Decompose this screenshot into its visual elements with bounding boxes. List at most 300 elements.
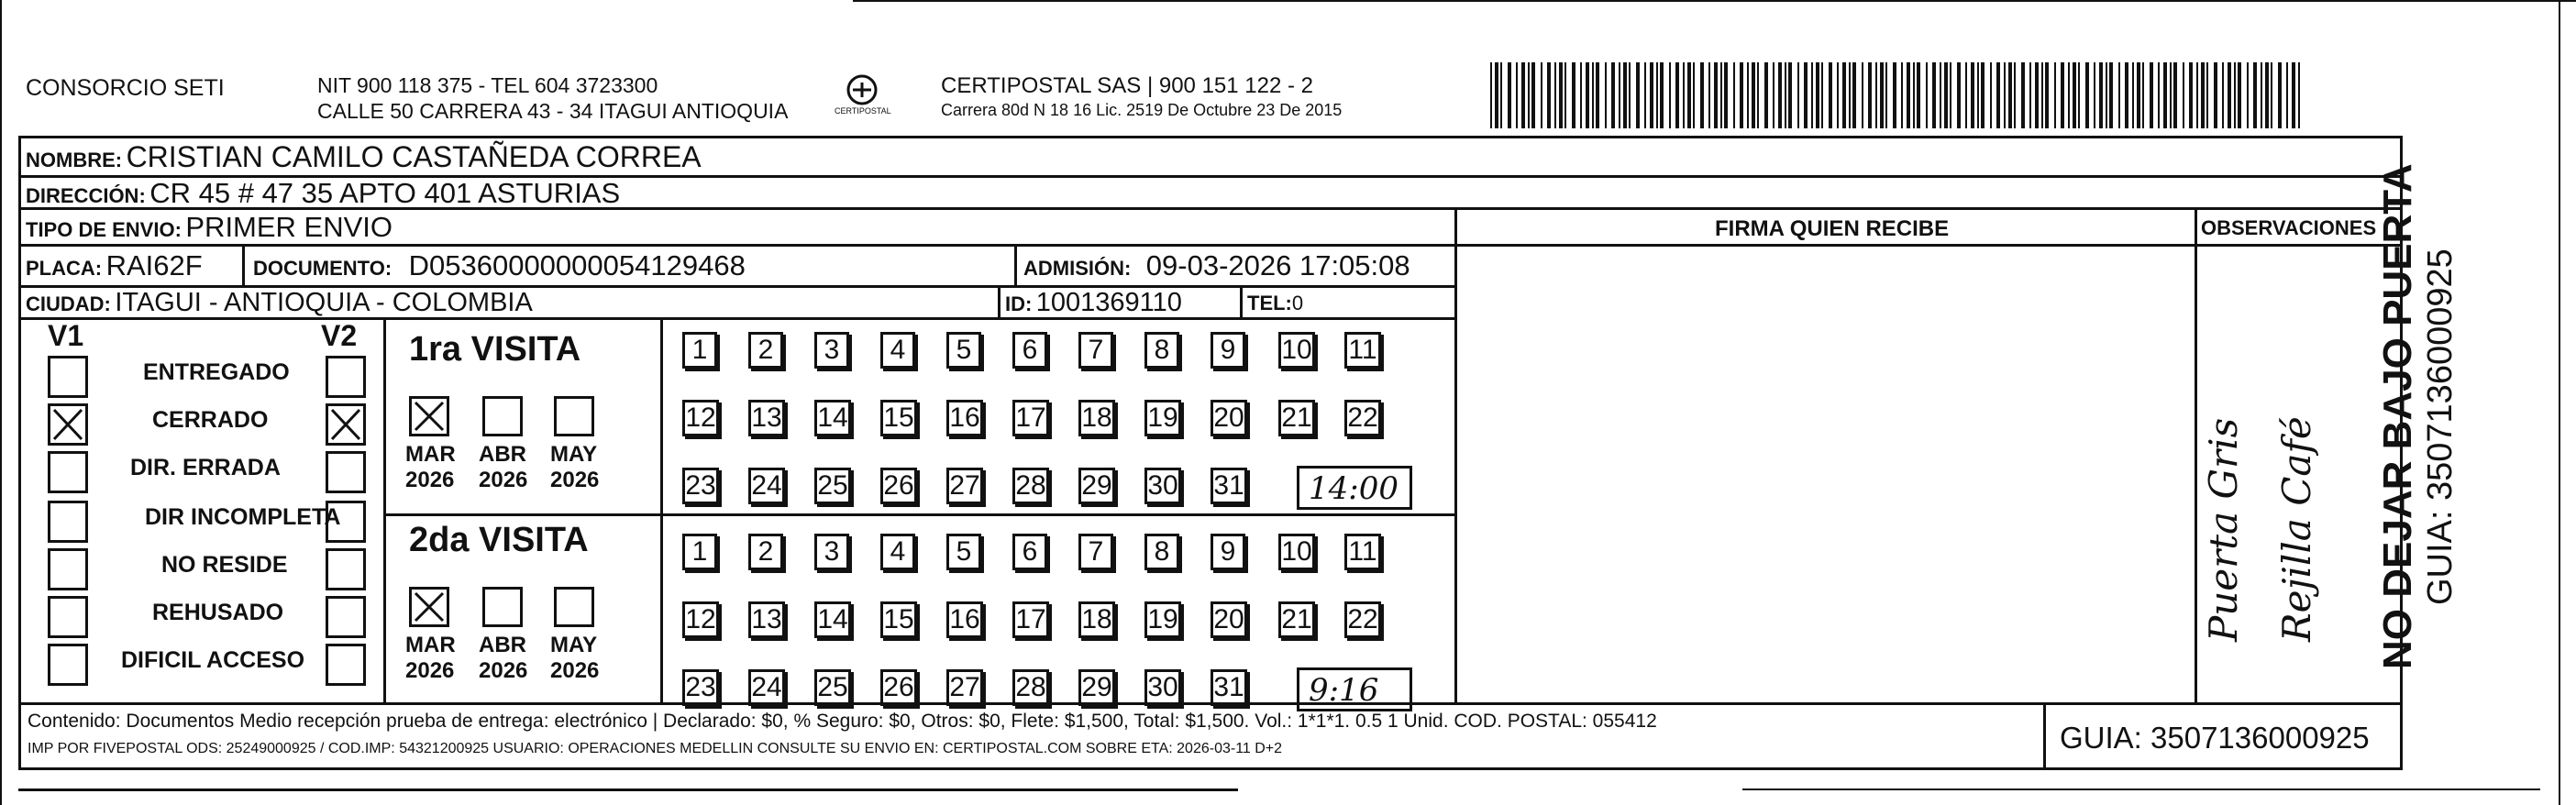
- barcode-bar: [1977, 62, 1979, 128]
- year-label: 2026: [550, 468, 600, 492]
- v1-header: V1: [48, 319, 84, 352]
- tipo-label: TIPO DE ENVIO:: [26, 218, 182, 241]
- address-line: CALLE 50 CARRERA 43 - 34 ITAGUI ANTIOQUIA: [317, 99, 789, 123]
- barcode-bar: [1554, 62, 1556, 128]
- barcode-bar: [1811, 62, 1813, 128]
- day-box[interactable]: 12: [682, 601, 719, 638]
- admision-label: ADMISIÓN:: [1023, 257, 1132, 280]
- barcode-bar: [1490, 62, 1492, 128]
- barcode-bar: [2286, 62, 2288, 128]
- day-box[interactable]: 8: [1144, 332, 1179, 369]
- placa-field: [26, 249, 203, 282]
- barcode-bar: [2035, 62, 2039, 128]
- barcode-bar: [2247, 62, 2249, 128]
- barcode-bar: [2021, 62, 2025, 128]
- tipo-value: PRIMER ENVIO: [185, 211, 393, 243]
- barcode-bar: [2137, 62, 2140, 128]
- id-field: [1005, 288, 1182, 318]
- barcode-bar: [1714, 62, 1718, 128]
- barcode-bar: [1572, 62, 1575, 128]
- day-box[interactable]: 3: [814, 332, 849, 369]
- day-box[interactable]: 1: [682, 534, 717, 570]
- month-label: MAY: [550, 442, 598, 467]
- barcode-bar: [1885, 62, 1887, 128]
- day-box[interactable]: 6: [1012, 534, 1047, 570]
- month-checkbox[interactable]: [482, 587, 523, 627]
- day-box[interactable]: 22: [1344, 400, 1381, 436]
- barcode-bar: [2196, 62, 2198, 128]
- day-box[interactable]: 21: [1278, 400, 1315, 436]
- barcode-bar: [1733, 62, 1735, 128]
- month-checkbox[interactable]: [554, 396, 594, 436]
- barcode-bar: [1740, 62, 1743, 128]
- documento-value: D05360000000054129468: [408, 249, 746, 281]
- day-box[interactable]: 28: [1012, 669, 1049, 706]
- barcode-bar: [1913, 62, 1915, 128]
- barcode-bar: [2150, 62, 2153, 128]
- observaciones-handwriting-1: Puerta Gris: [2201, 417, 2246, 642]
- barcode-bar: [2234, 62, 2236, 128]
- barcode-bar: [1636, 62, 1640, 128]
- barcode-bar: [1901, 62, 1903, 128]
- day-box[interactable]: 31: [1211, 468, 1247, 504]
- barcode-bar: [2061, 62, 2064, 128]
- day-box[interactable]: 11: [1344, 534, 1381, 570]
- barcode-bar: [2068, 62, 2070, 128]
- barcode-bar: [1849, 62, 1851, 128]
- nombre-value: CRISTIAN CAMILO CASTAÑEDA CORREA: [126, 140, 702, 173]
- barcode-bar: [2238, 62, 2241, 128]
- direccion-value: CR 45 # 47 35 APTO 401 ASTURIAS: [149, 177, 621, 209]
- ciudad-label: CIUDAD:: [26, 292, 111, 315]
- year-label: 2026: [405, 658, 455, 683]
- hand-time: 14:00: [1309, 470, 1399, 507]
- status-label: REHUSADO: [152, 600, 284, 625]
- barcode-bar: [2163, 62, 2167, 128]
- barcode-bar: [2189, 62, 2193, 128]
- day-box[interactable]: 27: [946, 669, 983, 706]
- admision-field: [1023, 249, 1410, 282]
- day-box[interactable]: 14: [814, 601, 851, 638]
- barcode-bar: [1971, 62, 1974, 128]
- direccion-label: DIRECCIÓN:: [26, 184, 146, 207]
- barcode-bar: [2073, 62, 2076, 128]
- barcode-bar: [1804, 62, 1808, 128]
- day-box[interactable]: 12: [682, 400, 719, 436]
- barcode-bar: [1837, 62, 1839, 128]
- obs-left-divider: [2195, 207, 2197, 702]
- barcode-bar: [1500, 62, 1502, 128]
- day-box[interactable]: 16: [946, 601, 983, 638]
- day-box[interactable]: 20: [1211, 601, 1247, 638]
- barcode-bar: [1619, 62, 1620, 128]
- barcode-bar: [1720, 62, 1722, 128]
- barcode-bar: [1752, 62, 1755, 128]
- month-checkbox[interactable]: [482, 396, 523, 436]
- footer-imp: IMP POR FIVEPOSTAL ODS: 25249000925 / COD.IMP: 54321200925 USUARIO: OPERACIONES MEDELLIN CONSULTE SU ENVIO EN: CERTIPOSTAL.COM SOBRE ETA: 2026-03-11 D+2: [28, 741, 1283, 756]
- day-box[interactable]: 13: [748, 601, 785, 638]
- nombre-row: [26, 140, 702, 174]
- month-checkbox[interactable]: [409, 396, 449, 436]
- v2-checkbox[interactable]: [326, 451, 366, 493]
- day-box[interactable]: 1: [682, 332, 717, 369]
- barcode-bar: [1644, 62, 1646, 128]
- barcode-bar: [1611, 62, 1615, 128]
- admision-value: 09-03-2026 17:05:08: [1145, 249, 1410, 281]
- barcode-bar: [2142, 62, 2144, 128]
- tel-field: [1247, 292, 1303, 315]
- v1-checkbox[interactable]: [48, 501, 88, 543]
- v1-checkbox[interactable]: [48, 644, 88, 686]
- barcode-bar: [1981, 62, 1985, 128]
- day-box[interactable]: 19: [1144, 400, 1181, 436]
- barcode-bar: [2132, 62, 2134, 128]
- barcode-bar: [2054, 62, 2056, 128]
- bottom-edge-line-2: [1742, 788, 2540, 790]
- row-line-3: [18, 244, 1456, 247]
- firma-header: FIRMA QUIEN RECIBE: [1715, 216, 1950, 241]
- barcode-bar: [2094, 62, 2095, 128]
- barcode-bar: [2173, 62, 2177, 128]
- barcode-bar: [2125, 62, 2128, 128]
- certipostal-logo: [835, 73, 890, 119]
- barcode-bar: [2099, 62, 2103, 128]
- barcode-bar: [1541, 62, 1542, 128]
- barcode-bar: [2109, 62, 2113, 128]
- barcode-bar: [1623, 62, 1627, 128]
- v2-checkbox[interactable]: [326, 644, 366, 686]
- day-box[interactable]: 9: [1211, 332, 1245, 369]
- right-edge-line: [2559, 0, 2560, 805]
- day-box[interactable]: 23: [682, 468, 719, 504]
- month-label: ABR: [479, 633, 526, 657]
- ciudad-field: [26, 288, 533, 318]
- barcode-bar: [1757, 62, 1759, 128]
- day-box[interactable]: 23: [682, 669, 719, 706]
- x-mark: [412, 399, 447, 434]
- v1-checkbox[interactable]: [48, 356, 88, 398]
- barcode-bar: [1868, 62, 1872, 128]
- barcode-bar: [2170, 62, 2172, 128]
- barcode-bar: [2118, 62, 2120, 128]
- barcode-bar: [1996, 62, 2000, 128]
- row-line-firma: [1456, 244, 2403, 247]
- x-mark: [328, 406, 363, 443]
- barcode-bar: [1862, 62, 1863, 128]
- barcode: [1490, 62, 2305, 128]
- day-box[interactable]: 30: [1144, 669, 1181, 706]
- barcode-bar: [2041, 62, 2043, 128]
- bottom-edge-line: [18, 788, 1238, 791]
- barcode-bar: [1605, 62, 1607, 128]
- month-checkbox[interactable]: [409, 587, 449, 627]
- day-box[interactable]: 30: [1144, 468, 1181, 504]
- visita-2-title: 2da VISITA: [409, 521, 589, 559]
- nit-line: NIT 900 118 375 - TEL 604 3723300: [317, 73, 658, 97]
- barcode-bar: [1842, 62, 1846, 128]
- day-box[interactable]: 3: [814, 534, 849, 570]
- barcode-bar: [2271, 62, 2272, 128]
- barcode-bar: [1683, 62, 1685, 128]
- v2-checkbox[interactable]: [326, 356, 366, 398]
- month-day-divider: [660, 317, 663, 702]
- day-box[interactable]: 18: [1078, 601, 1115, 638]
- observaciones-header: OBSERVACIONES: [2201, 216, 2377, 239]
- barcode-bar: [1495, 62, 1498, 128]
- day-box[interactable]: 9: [1211, 534, 1245, 570]
- barcode-bar: [2008, 62, 2012, 128]
- barcode-bar: [2278, 62, 2282, 128]
- barcode-bar: [1559, 62, 1563, 128]
- placa-divider: [242, 244, 245, 285]
- placa-value: RAI62F: [105, 249, 203, 281]
- day-box[interactable]: 10: [1278, 332, 1315, 369]
- status-label: CERRADO: [152, 407, 269, 433]
- day-box[interactable]: 26: [880, 669, 917, 706]
- barcode-bar: [1586, 62, 1589, 128]
- barcode-bar: [1893, 62, 1896, 128]
- id-value: 1001369110: [1035, 288, 1182, 317]
- barcode-bar: [1797, 62, 1799, 128]
- month-label: MAR: [405, 633, 456, 657]
- x-mark: [50, 406, 85, 443]
- hand-time-box: [1297, 466, 1412, 510]
- day-box[interactable]: 21: [1278, 601, 1315, 638]
- month-label: ABR: [479, 442, 526, 467]
- documento-field: [253, 249, 746, 282]
- day-box[interactable]: 7: [1078, 332, 1113, 369]
- tel-label: TEL:: [1247, 292, 1292, 314]
- placa-label: PLACA:: [26, 257, 103, 280]
- day-box[interactable]: 11: [1344, 332, 1381, 369]
- barcode-bar: [1516, 62, 1518, 128]
- barcode-bar: [1675, 62, 1679, 128]
- barcode-bar: [2106, 62, 2107, 128]
- barcode-bar: [2078, 62, 2080, 128]
- barcode-bar: [2004, 62, 2006, 128]
- barcode-bar: [2261, 62, 2262, 128]
- barcode-bar: [1687, 62, 1691, 128]
- barcode-bar: [1880, 62, 1884, 128]
- status-label: DIR INCOMPLETA: [145, 504, 341, 530]
- v2-checkbox[interactable]: [326, 596, 366, 638]
- day-box[interactable]: 24: [748, 468, 785, 504]
- barcode-bar: [1528, 62, 1530, 128]
- barcode-bar: [1875, 62, 1877, 128]
- barcode-bar: [2029, 62, 2031, 128]
- barcode-bar: [2206, 62, 2208, 128]
- v1-checkbox[interactable]: [48, 451, 88, 493]
- day-box[interactable]: 20: [1211, 400, 1247, 436]
- barcode-bar: [1521, 62, 1525, 128]
- day-box[interactable]: 17: [1012, 400, 1049, 436]
- firma-left-divider: [1454, 207, 1457, 702]
- barcode-bar: [2014, 62, 2016, 128]
- barcode-bar: [1656, 62, 1658, 128]
- barcode-bar: [1531, 62, 1535, 128]
- barcode-bar: [1965, 62, 1967, 128]
- barcode-bar: [1650, 62, 1653, 128]
- barcode-bar: [1829, 62, 1832, 128]
- visit-separator: [383, 513, 1456, 516]
- visita-1-title: 1ra VISITA: [409, 330, 581, 369]
- carrier-line-1: CERTIPOSTAL SAS | 900 151 122 - 2: [941, 73, 1313, 98]
- barcode-bar: [1564, 62, 1566, 128]
- day-box[interactable]: 4: [880, 534, 915, 570]
- barcode-bar: [1693, 62, 1695, 128]
- barcode-bar: [2292, 62, 2295, 128]
- barcode-bar: [1700, 62, 1704, 128]
- guia-divider: [2043, 702, 2046, 770]
- day-box[interactable]: 5: [946, 332, 981, 369]
- day-box[interactable]: 29: [1078, 669, 1115, 706]
- day-box[interactable]: 15: [880, 400, 917, 436]
- barcode-bar: [1926, 62, 1928, 128]
- day-box[interactable]: 25: [814, 669, 851, 706]
- barcode-bar: [1957, 62, 1961, 128]
- v1-checkbox[interactable]: [48, 403, 88, 446]
- barcode-bar: [2085, 62, 2089, 128]
- footer-guia: GUIA: 3507136000925: [2060, 721, 2370, 755]
- barcode-bar: [2201, 62, 2205, 128]
- year-label: 2026: [550, 658, 600, 683]
- day-box[interactable]: 19: [1144, 601, 1181, 638]
- status-label: DIR. ERRADA: [130, 455, 281, 480]
- day-box[interactable]: 7: [1078, 534, 1113, 570]
- day-box[interactable]: 10: [1278, 534, 1315, 570]
- barcode-bar: [1932, 62, 1936, 128]
- v2-checkbox[interactable]: [326, 501, 366, 543]
- barcode-bar: [2253, 62, 2257, 128]
- barcode-bar: [2298, 62, 2300, 128]
- side-guia: GUIA: 3507136000925: [2421, 248, 2460, 605]
- documento-label: DOCUMENTO:: [253, 257, 392, 280]
- barcode-bar: [1944, 62, 1948, 128]
- day-box[interactable]: 17: [1012, 601, 1049, 638]
- status-label: ENTREGADO: [143, 359, 290, 385]
- barcode-bar: [1660, 62, 1664, 128]
- v2-header: V2: [321, 319, 358, 352]
- v1-checkbox[interactable]: [48, 548, 88, 590]
- day-box[interactable]: 16: [946, 400, 983, 436]
- day-box[interactable]: 31: [1211, 669, 1247, 706]
- barcode-bar: [1592, 62, 1594, 128]
- day-box[interactable]: 26: [880, 468, 917, 504]
- status-visit-divider: [383, 317, 386, 702]
- barcode-bar: [1990, 62, 1992, 128]
- id-divider: [998, 285, 1001, 317]
- barcode-bar: [2228, 62, 2231, 128]
- barcode-bar: [2158, 62, 2160, 128]
- barcode-bar: [1724, 62, 1728, 128]
- year-label: 2026: [405, 468, 455, 492]
- day-box[interactable]: 5: [946, 534, 981, 570]
- tel-value: 0: [1291, 292, 1304, 314]
- barcode-bar: [1907, 62, 1910, 128]
- barcode-bar: [2045, 62, 2049, 128]
- v1-checkbox[interactable]: [48, 596, 88, 638]
- month-label: MAY: [550, 633, 598, 657]
- barcode-bar: [1821, 62, 1823, 128]
- x-mark: [412, 590, 447, 624]
- observaciones-handwriting-2: Rejilla Café: [2274, 416, 2319, 642]
- direccion-row: [26, 177, 620, 210]
- barcode-bar: [1917, 62, 1920, 128]
- barcode-bar: [1508, 62, 1511, 128]
- id-label: ID:: [1005, 292, 1033, 315]
- day-box[interactable]: 22: [1344, 601, 1381, 638]
- status-label: DIFICIL ACCESO: [121, 647, 305, 673]
- top-edge-line: [853, 0, 2576, 2]
- barcode-bar: [1669, 62, 1671, 128]
- barcode-bar: [1940, 62, 1941, 128]
- barcode-bar: [1764, 62, 1768, 128]
- status-label: NO RESIDE: [161, 552, 288, 578]
- barcode-bar: [1708, 62, 1710, 128]
- barcode-bar: [1816, 62, 1819, 128]
- day-box[interactable]: 6: [1012, 332, 1047, 369]
- barcode-bar: [1629, 62, 1631, 128]
- day-box[interactable]: 15: [880, 601, 917, 638]
- barcode-bar: [2265, 62, 2269, 128]
- barcode-bar: [1547, 62, 1551, 128]
- hand-time-box: [1297, 667, 1412, 711]
- barcode-bar: [1747, 62, 1749, 128]
- barcode-bar: [1852, 62, 1856, 128]
- hand-time: 9:16: [1309, 672, 1379, 709]
- barcode-bar: [1788, 62, 1792, 128]
- barcode-bar: [1785, 62, 1786, 128]
- barcode-bar: [1773, 62, 1774, 128]
- day-box[interactable]: 13: [748, 400, 785, 436]
- day-box[interactable]: 28: [1012, 468, 1049, 504]
- ciudad-value: ITAGUI - ANTIOQUIA - COLOMBIA: [115, 288, 533, 317]
- tipo-row: [26, 211, 392, 244]
- month-checkbox[interactable]: [554, 587, 594, 627]
- left-edge-line: [0, 0, 2, 805]
- footer-contenido: Contenido: Documentos Medio recepción prueba de entrega: electrónico | Declarado: $0, % Seguro: $0, Otros: $0, Flete: $1,500, Total: $1,500. Vol.: 1*1*1. 0.5 1 Unid. COD. POSTAL: 055412: [28, 711, 1657, 732]
- day-box[interactable]: 4: [880, 332, 915, 369]
- year-label: 2026: [479, 658, 528, 683]
- month-label: MAR: [405, 442, 456, 467]
- day-box[interactable]: 29: [1078, 468, 1115, 504]
- barcode-bar: [1778, 62, 1782, 128]
- day-box[interactable]: 2: [748, 332, 783, 369]
- side-no-dejar: NO DEJAR BAJO PUERTA: [2375, 163, 2420, 669]
- day-box[interactable]: 24: [748, 669, 785, 706]
- barcode-bar: [1596, 62, 1599, 128]
- year-label: 2026: [479, 468, 528, 492]
- tel-divider: [1240, 285, 1243, 317]
- admision-divider: [1014, 244, 1017, 285]
- day-box[interactable]: 25: [814, 468, 851, 504]
- logo-text: CERTIPOSTAL: [835, 106, 891, 116]
- v2-checkbox[interactable]: [326, 548, 366, 590]
- company-name: CONSORCIO SETI: [26, 75, 225, 101]
- barcode-bar: [1580, 62, 1582, 128]
- barcode-bar: [2183, 62, 2184, 128]
- day-box[interactable]: 8: [1144, 534, 1179, 570]
- day-box[interactable]: 2: [748, 534, 783, 570]
- v2-checkbox[interactable]: [326, 403, 366, 446]
- barcode-bar: [2214, 62, 2217, 128]
- barcode-bar: [2222, 62, 2224, 128]
- day-box[interactable]: 14: [814, 400, 851, 436]
- day-box[interactable]: 18: [1078, 400, 1115, 436]
- carrier-line-2: Carrera 80d N 18 16 Lic. 2519 De Octubre 23 De 2015: [941, 101, 1343, 119]
- barcode-bar: [1950, 62, 1951, 128]
- day-box[interactable]: 27: [946, 468, 983, 504]
